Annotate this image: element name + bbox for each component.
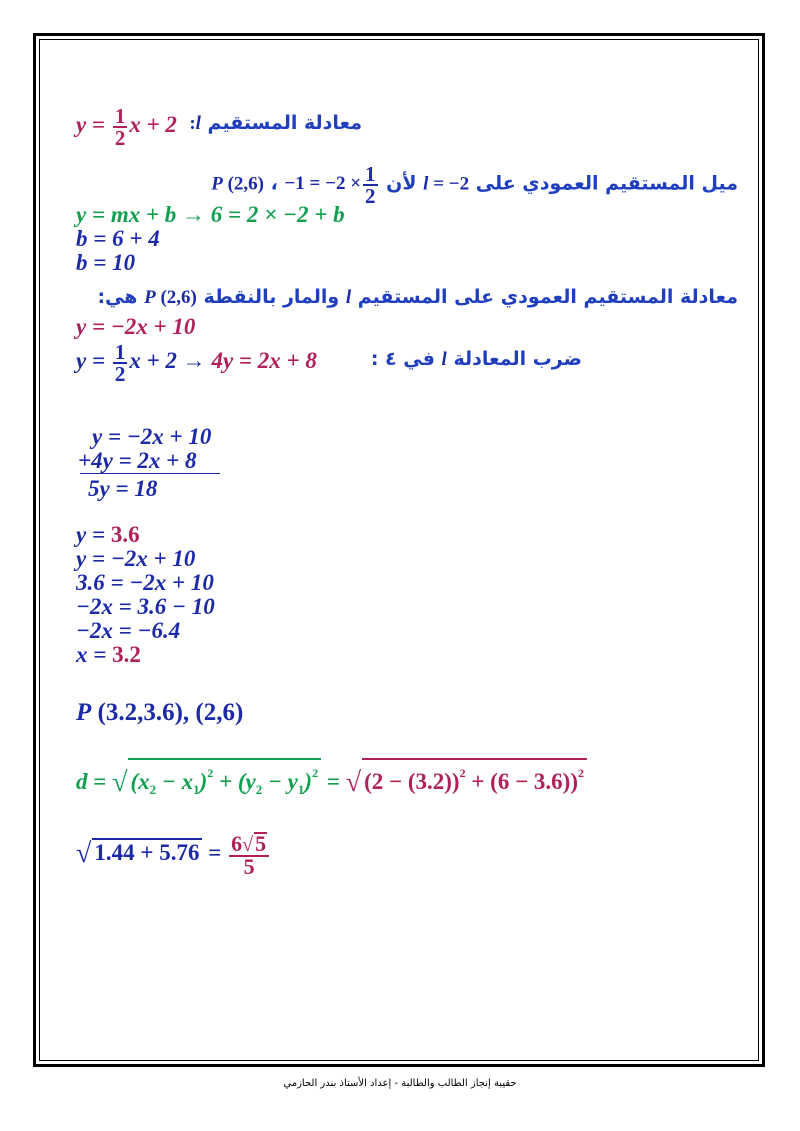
multiply-row [76,342,317,384]
page-footer: حقيبة إنجاز الطالب والطالبة - إعداد الأستاذ بندر الحازمي [283,1078,517,1089]
x-result-value: 3.2 [112,642,141,667]
perp-eq-lhs: y = [76,314,106,339]
perp-slope-math [423,173,469,194]
multiply-math [76,340,317,386]
final-radicand: 1.44 + 5.76 [92,838,202,866]
final-num-coef: 6 [231,831,243,856]
slope-value: = −2 [433,173,470,195]
distance-substituted [345,766,587,798]
plus-y: + (y [213,769,256,794]
var-l: l [195,113,201,134]
perp-equation [76,314,195,340]
var-l: l [345,287,352,308]
point-coords: (2,6) [227,173,264,195]
point-P [144,287,197,308]
final-radical [76,837,202,869]
distance-formula [112,766,327,798]
line-l-rhs: x + 2 [129,112,177,138]
close-paren: ) [570,769,579,794]
four-y: 4y [211,348,234,374]
perp-eq-label: معادلة المستقيم العمودي على المستقيم [357,286,738,308]
close-paren: ) [199,769,208,794]
sub-2: 2 [149,782,157,797]
radical-symbol: √ [242,834,254,856]
fraction-half [113,342,128,384]
addition-rule [80,473,220,474]
in-four-text: في ٤ : [370,348,435,370]
square: 2 [312,766,319,780]
slope-intercept-sub: y = mx + b → 6 = 2 × −2 + b [76,202,345,227]
radical-symbol: √ [76,837,92,869]
var-P: P [211,173,223,195]
var-y: y [76,348,87,374]
points-row [76,700,243,726]
radicand-general [128,758,321,803]
fraction-numerator: 1 [114,340,126,364]
final-num-radicand: 5 [255,831,267,856]
stack-2-text: +4y = 2x + 8 [78,448,197,473]
passing-label: والمار بالنقطة [203,286,340,308]
var-d: d [76,769,88,794]
dist-term-a: (2 − (3.2)) [364,769,460,794]
step-b-result [76,250,135,276]
sub-1: 1 [193,782,200,797]
y-result-value: 3.6 [110,522,140,547]
multiply-label-text: ضرب المعادلة [453,348,582,370]
equals: = [91,348,106,374]
solve-3-text: 3.6 = −2x + 10 [76,570,214,595]
dist-term-b: + (6 − 3.6) [465,769,571,794]
minus-x: − x [156,769,194,794]
mult-rhs: = 2x + 8 [238,348,317,374]
var-P: P [144,287,156,308]
radicand-numeric [362,758,587,795]
square: 2 [207,766,214,780]
solve-2-text: y = −2x + 10 [76,546,196,571]
perp-equation-label-row [97,284,738,311]
points-list: (3.2,3.6), (2,6) [97,699,244,726]
stack-3-text: 5y = 18 [88,476,158,501]
line-equation-row [76,106,177,148]
sub-2: 2 [255,782,263,797]
b-calc-text: b = 6 + 4 [76,226,160,251]
fraction-numerator: 1 [365,162,376,186]
close-paren: ) [304,769,313,794]
label-text: معادلة المستقيم [207,112,362,134]
fraction-denominator: 2 [114,126,126,150]
var-P: P [76,699,92,726]
var-l: l [441,349,447,370]
stack-line-1 [92,424,211,450]
square: 2 [578,766,585,780]
mult-arrow: x + 2 → [129,348,206,374]
final-denominator: 5 [243,854,255,879]
solve-5-text: −2x = −6.4 [76,618,181,643]
line-equation-label [189,110,362,137]
solve-step-2 [76,546,195,572]
equals: = [208,839,222,865]
fraction-numerator: 1 [114,104,126,128]
minus-y: − y [262,769,298,794]
var-y: y [76,112,87,138]
step-slope-intercept [76,202,345,228]
solve-step-4 [76,594,215,620]
perp-slope-row [211,164,738,206]
stack-line-3 [88,476,157,502]
stack-1-text: y = −2x + 10 [92,424,212,449]
multiply-label [371,346,582,373]
var-l: l [423,173,429,195]
perp-eq-rhs: −2x + 10 [110,314,196,339]
sub-1: 1 [297,782,305,797]
step-b-calc [76,226,160,252]
y-result [76,522,140,548]
perp-slope-label: ميل المستقيم العمودي على [475,172,738,195]
dx-open: (x [130,769,150,794]
b-result-text: b = 10 [76,250,136,275]
distance-row [76,758,587,803]
final-row [76,832,271,877]
equals: = [91,112,106,138]
fraction-half [113,106,128,148]
y-result-lhs: y = [76,522,106,547]
stack-line-2 [78,448,197,474]
fraction-denominator: 2 [365,184,376,208]
x-result-lhs: x = [76,642,107,667]
equals: = [326,769,340,794]
x-result [76,642,141,668]
radical-symbol: √ [345,767,362,798]
comma: ، [270,172,278,195]
square: 2 [459,766,466,780]
slope-product: −1 = −2 × [284,173,362,195]
line-l-equation [76,104,177,150]
slope-check [284,162,379,208]
point-coords: (2,6) [160,287,197,308]
solve-4-text: −2x = 3.6 − 10 [76,594,215,619]
radical-symbol: √ [112,767,128,798]
final-fraction [229,832,269,877]
point-P [211,173,264,194]
colon: : [189,113,196,134]
solve-step-3 [76,570,214,596]
is-label: هي: [97,286,138,308]
equals: = [93,769,107,794]
fraction-denominator: 2 [114,362,126,386]
fraction-half [363,164,378,206]
solve-step-5 [76,618,180,644]
because-word: لأن [386,172,417,195]
